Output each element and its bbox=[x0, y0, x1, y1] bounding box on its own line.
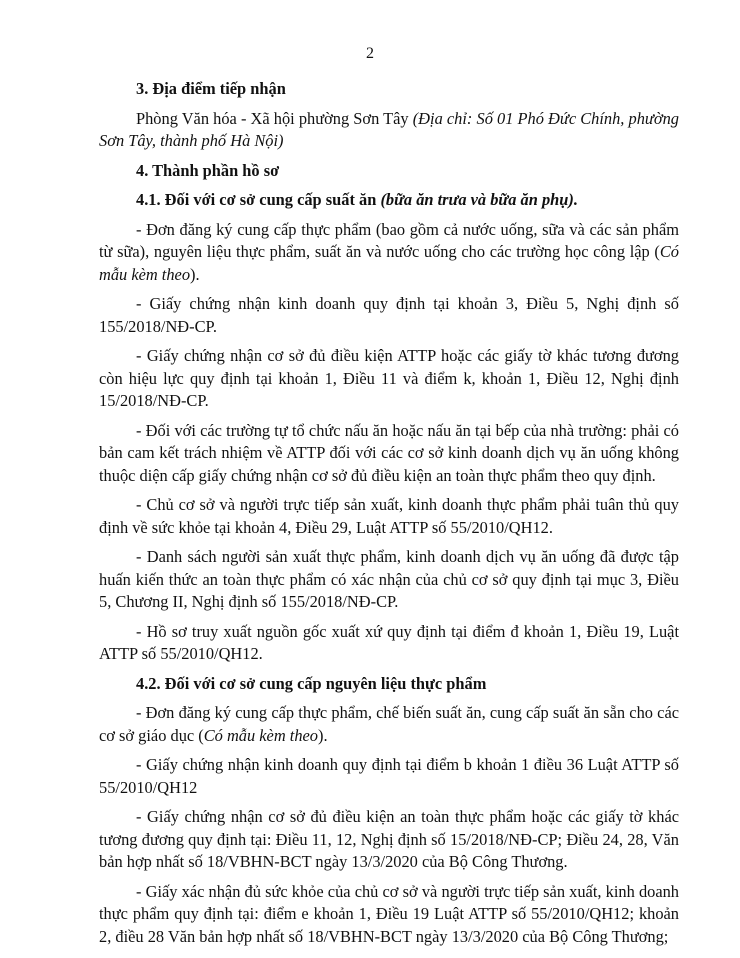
section-4-1-item-2: - Giấy chứng nhận kinh doanh quy định tại khoản 3, Điều 5, Nghị định số 155/2018/NĐ-CP. bbox=[99, 294, 679, 336]
item-italic-note: Có mẫu kèm theo bbox=[203, 725, 318, 745]
item-text: - Đơn đăng ký cung cấp thực phẩm (bao gồm cả nước uống, sữa và các sản phẩm từ sữa), nguyên liệu thực phẩm, suất ăn và nước uống cho các trường học công lập ( bbox=[99, 219, 679, 261]
receiving-address: (Địa chỉ: Số 01 Phó Đức Chính, phường Sơn Tây, thành phố Hà Nội) bbox=[99, 108, 679, 150]
section-4-2-heading: 4.2. Đối với cơ sở cung cấp nguyên liệu thực phẩm bbox=[136, 673, 487, 693]
item-italic-note: Có mẫu kèm theo bbox=[99, 242, 679, 284]
section-4-1-item-5: - Chủ cơ sở và người trực tiếp sản xuất, kinh doanh thực phẩm phải tuân thủ quy định về sức khỏe tại khoản 4, Điều 29, Luật ATTP số 55/2010/QH12. bbox=[99, 495, 679, 537]
page-number: 2 bbox=[366, 45, 374, 62]
receiving-office: Phòng Văn hóa - Xã hội phường Sơn Tây bbox=[136, 108, 413, 128]
document-body bbox=[99, 78, 679, 955]
section-4-1-item-6: - Danh sách người sản xuất thực phẩm, kinh doanh dịch vụ ăn uống đã được tập huấn kiến thức an toàn thực phẩm có xác nhận của chủ cơ sở quy định tại mục 3, Điều 5, Chương II, Nghị định số 155/2018/NĐ-CP. bbox=[99, 547, 679, 611]
section-4-1-item-7: - Hồ sơ truy xuất nguồn gốc xuất xứ quy định tại điểm đ khoản 1, Điều 19, Luật ATTP số 55/2010/QH12. bbox=[99, 621, 679, 663]
item-end: ). bbox=[190, 264, 200, 284]
section-3-heading: 3. Địa điểm tiếp nhận bbox=[136, 79, 286, 98]
section-4-1-item-4: - Đối với các trường tự tổ chức nấu ăn hoặc nấu ăn tại bếp của nhà trường: phải có bản cam kết trách nhiệm về ATTP đối với các cơ sở kinh doanh dịch vụ ăn uống không thuộc diện cấp giấy chứng nhận cơ sở đủ điều kiện an toàn thực phẩm theo quy định. bbox=[99, 420, 679, 485]
section-4-1-item-3: - Giấy chứng nhận cơ sở đủ điều kiện ATTP hoặc các giấy tờ khác tương đương còn hiệu lực quy định tại khoản 1, Điều 11 và điểm k, khoản 1, Điều 12, Nghị định 15/2018/NĐ-CP. bbox=[99, 346, 679, 410]
section-4-2-item-2: - Giấy chứng nhận kinh doanh quy định tại điểm b khoản 1 điều 36 Luật ATTP số 55/2010/QH12 bbox=[99, 755, 679, 797]
section-4-1-item-1 bbox=[99, 219, 679, 287]
item-end: ). bbox=[318, 725, 328, 745]
section-4-heading: 4. Thành phần hồ sơ bbox=[136, 160, 280, 180]
section-4-1-title: 4.1. Đối với cơ sở cung cấp suất ăn bbox=[136, 190, 381, 209]
item-text: - Đơn đăng ký cung cấp thực phẩm, chế biến suất ăn, cung cấp suất ăn sẵn cho các cơ sở giáo dục ( bbox=[99, 703, 679, 745]
section-3-text bbox=[99, 108, 679, 153]
section-4-1-heading bbox=[99, 189, 679, 212]
section-4-2-item-4: - Giấy xác nhận đủ sức khỏe của chủ cơ sở và người trực tiếp sản xuất, kinh doanh thực phẩm quy định tại: điểm e khoản 1, Điều 19 Luật ATTP số 55/2010/QH12; khoản 2, điều 28 Văn bản hợp nhất số 18/VBHN-BCT ngày 13/3/2020 của Bộ Công Thương; bbox=[99, 881, 679, 946]
section-4-1-note: (bữa ăn trưa và bữa ăn phụ). bbox=[380, 190, 578, 209]
section-4-2-item-1 bbox=[99, 702, 679, 747]
section-4-2-item-3: - Giấy chứng nhận cơ sở đủ điều kiện an toàn thực phẩm hoặc các giấy tờ khác tương đương quy định tại: Điều 11, 12, Nghị định số 15/2018/NĐ-CP; Điều 24, 28, Văn bản hợp nhất số 18/VBHN-BCT ngày 13/3/2020 của Bộ Công Thương. bbox=[99, 807, 679, 871]
